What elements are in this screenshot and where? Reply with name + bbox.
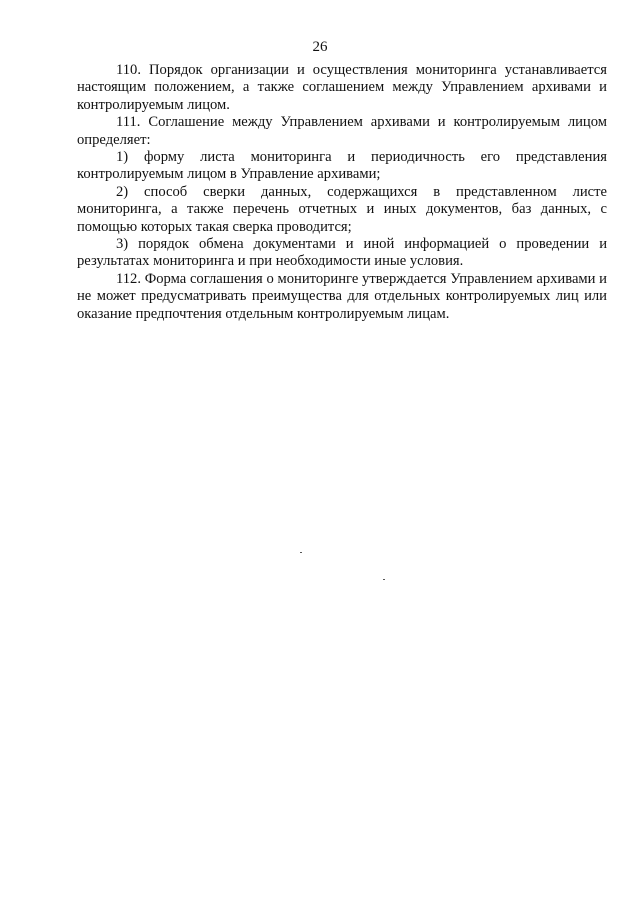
paragraph-111-item-1: 1) форму листа мониторинга и периодичность его представления контролируемым лицом в Управление архивами; bbox=[77, 149, 607, 183]
page-number: 26 bbox=[312, 39, 328, 55]
paragraph-111-item-2: 2) способ сверки данных, содержащихся в представленном листе мониторинга, а также перечень отчетных и иных документов, баз данных, с помощью которых такая сверка проводится; bbox=[77, 183, 607, 235]
paragraph-111-item-3: 3) порядок обмена документами и иной информацией о проведении и результатах мониторинга и при необходимости иные условия. bbox=[77, 236, 607, 270]
scan-speck bbox=[300, 552, 302, 553]
paragraph-112: 112. Форма соглашения о мониторинге утверждается Управлением архивами и не может предусматривать преимущества для отдельных контролируемых лиц или оказание предпочтения отдельным контролируемым лицам. bbox=[77, 270, 607, 322]
scan-speck bbox=[383, 579, 385, 580]
document-body bbox=[77, 62, 607, 323]
paragraph-111: 111. Соглашение между Управлением архивами и контролируемым лицом определяет: bbox=[77, 114, 607, 148]
paragraph-110: 110. Порядок организации и осуществления мониторинга устанавливается настоящим положением, а также соглашением между Управлением архивами и контролируемым лицом. bbox=[77, 62, 607, 113]
